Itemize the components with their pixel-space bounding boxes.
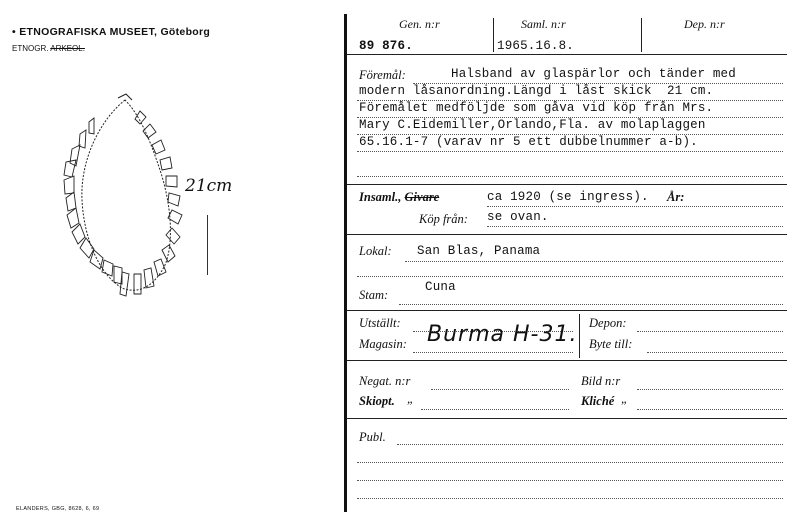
- divider: [347, 184, 787, 185]
- lokal-value: San Blas, Panama: [417, 244, 541, 258]
- magasin-value: Burma H-31.: [427, 322, 578, 347]
- size-note: 21cm: [185, 176, 233, 196]
- dep-nr-label: Dep. n:r: [684, 17, 725, 31]
- bullet: •: [12, 26, 20, 38]
- header-divider-2: [641, 18, 642, 52]
- ar-label: År:: [667, 190, 685, 204]
- divider: [347, 418, 787, 419]
- negat-label: Negat. n:r: [359, 374, 411, 388]
- gen-nr-value: 89 876.: [359, 39, 413, 53]
- lokal-label: Lokal:: [359, 244, 392, 258]
- size-line: [207, 215, 208, 275]
- foremal-line: Föremålet medföljde som gåva vid köp från Mrs.: [359, 101, 714, 115]
- bild-label: Bild n:r: [581, 374, 621, 388]
- cliche-label: Kliché: [581, 394, 615, 408]
- foremal-line: Halsband av glaspärlor och tänder med: [451, 67, 736, 81]
- insaml-label: Insaml., Givare: [359, 190, 440, 204]
- divider: [347, 310, 787, 311]
- gen-nr-label: Gen. n:r: [399, 17, 440, 31]
- givare-struck: Givare: [404, 190, 440, 204]
- institution-name: • ETNOGRAFISKA MUSEET, Göteborg: [12, 26, 211, 38]
- divider: [347, 234, 787, 235]
- divider: [347, 360, 787, 361]
- insaml-value: ca 1920 (se ingress).: [487, 190, 649, 204]
- foremal-label: Föremål:: [359, 68, 406, 82]
- foremal-line: 65.16.1-7 (varav nr 5 ett dubbelnummer a-b).: [359, 135, 698, 149]
- utstallt-label: Utställt:: [359, 316, 401, 330]
- saml-nr-label: Saml. n:r: [521, 17, 566, 31]
- header-divider-1: [493, 18, 494, 52]
- magasin-label: Magasin:: [359, 337, 407, 351]
- byte-label: Byte till:: [589, 337, 633, 351]
- department-struck: ARKEOL.: [50, 44, 85, 53]
- publ-label: Publ.: [359, 430, 386, 444]
- necklace-drawing: [60, 90, 210, 315]
- skiopt-label: Skiopt.: [359, 394, 395, 408]
- skiopt-ditto: „: [407, 392, 414, 406]
- divider: [347, 54, 787, 55]
- kop-label: Köp från:: [419, 212, 468, 226]
- kop-value: se ovan.: [487, 210, 549, 224]
- printer-note: ELANDERS, GBG, 8628, 6, 69: [16, 506, 100, 512]
- cliche-ditto: „: [621, 392, 628, 406]
- foremal-line: Mary C.Eidemiller,Orlando,Fla. av molaplaggen: [359, 118, 706, 132]
- catalog-card: [344, 14, 787, 512]
- department: ETNOGR. ARKEOL.: [12, 44, 85, 53]
- stam-label: Stam:: [359, 288, 389, 302]
- stam-value: Cuna: [425, 280, 456, 294]
- depon-label: Depon:: [589, 316, 627, 330]
- foremal-line: modern låsanordning.Längd i låst skick 21 cm.: [359, 84, 714, 98]
- storage-divider: [579, 314, 580, 358]
- saml-nr-value: 1965.16.8.: [497, 39, 575, 53]
